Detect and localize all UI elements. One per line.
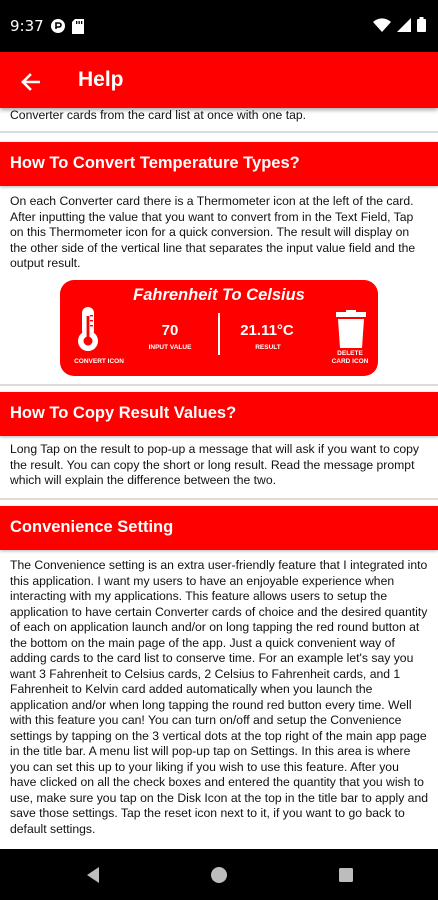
help-content[interactable] — [0, 108, 438, 849]
section-body-convert: On each Converter card there is a Thermometer icon at the left of the card. After inputting the value that you want to convert from in the Text Field, Tap on this Thermometer icon for a quick conversion. The result will display on the other side of the vertical line that separates the input value field and the output result. — [10, 194, 416, 270]
page-title: Help — [78, 68, 124, 91]
section-header-convert: How To Convert Temperature Types? — [0, 142, 438, 186]
app-bar — [0, 52, 438, 108]
app-notification-icon — [50, 18, 66, 34]
intro-text: Converter cards from the card list at once with one tap. — [10, 108, 307, 122]
sd-card-icon — [72, 19, 84, 34]
status-time: 9:37 — [10, 17, 44, 35]
section-body-convenience: The Convenience setting is an extra user-friendly feature that I integrated into this application. I want my users to have an enjoyable experience when interacting with my applications. This feature allows users to setup the application to have certain Converter cards of choice and the desired quantity of each on application launch and/or on long tapping the red round button at the bottom on the main page of the app. Just a quick convenient way of adding cards to the card list to conserve time. For an example let's say you want 3 Fahrenheit to Celsius cards, 2 Celsius to Fahrenheit cards, and 1 Fahrenheit to Kelvin card added automatically when you launch the application and/or when long tapping the round red button every time. Well with this feature you can! You can turn on/off and setup the Convenience settings by tapping on the 3 vertical dots at the top right of the main app page in the title bar. A menu list will pop-up tap on Settings. In this area is where you can set this up to your liking if you wish to use this feature. After you have clicked on all the check boxes and entered the quantity that you wish to use, make sure you tap on the Disk Icon at the top in the title bar to apply and save those settings. Tap the reset icon next to it, if you want to go back to default settings. — [10, 558, 429, 836]
delete-label-line1: DELETE — [337, 350, 363, 357]
back-button[interactable] — [12, 64, 48, 100]
card-result-value: 21.11°C — [240, 322, 294, 339]
card-input-value: 70 — [161, 322, 179, 339]
section-body-copy: Long Tap on the result to pop-up a message that will ask if you want to copy the result. You can copy the short or long result. Read the message prompt which will explain the difference between the two. — [10, 442, 419, 487]
nav-recents-icon[interactable] — [337, 866, 355, 884]
section-header-copy: How To Copy Result Values? — [0, 392, 438, 436]
convert-icon-label: CONVERT ICON — [74, 358, 124, 365]
delete-label-line2: CARD ICON — [331, 358, 369, 365]
navigation-bar — [0, 849, 438, 900]
trash-icon — [336, 310, 366, 348]
section-header-convenience: Convenience Setting — [0, 506, 438, 550]
input-value-label: INPUT VALUE — [148, 344, 192, 351]
nav-home-icon[interactable] — [210, 866, 228, 884]
divider — [0, 384, 438, 386]
card-divider — [218, 313, 220, 355]
status-bar — [0, 0, 438, 52]
arrow-back-icon — [20, 72, 40, 92]
divider — [0, 131, 438, 133]
cellular-signal-icon — [397, 18, 411, 32]
thermometer-icon — [76, 306, 100, 352]
battery-icon — [417, 17, 426, 32]
wifi-icon — [373, 18, 391, 32]
example-converter-card — [60, 280, 378, 376]
divider — [0, 498, 438, 500]
card-title: Fahrenheit To Celsius — [133, 286, 305, 304]
nav-back-icon[interactable] — [84, 866, 102, 884]
result-label: RESULT — [255, 344, 281, 351]
